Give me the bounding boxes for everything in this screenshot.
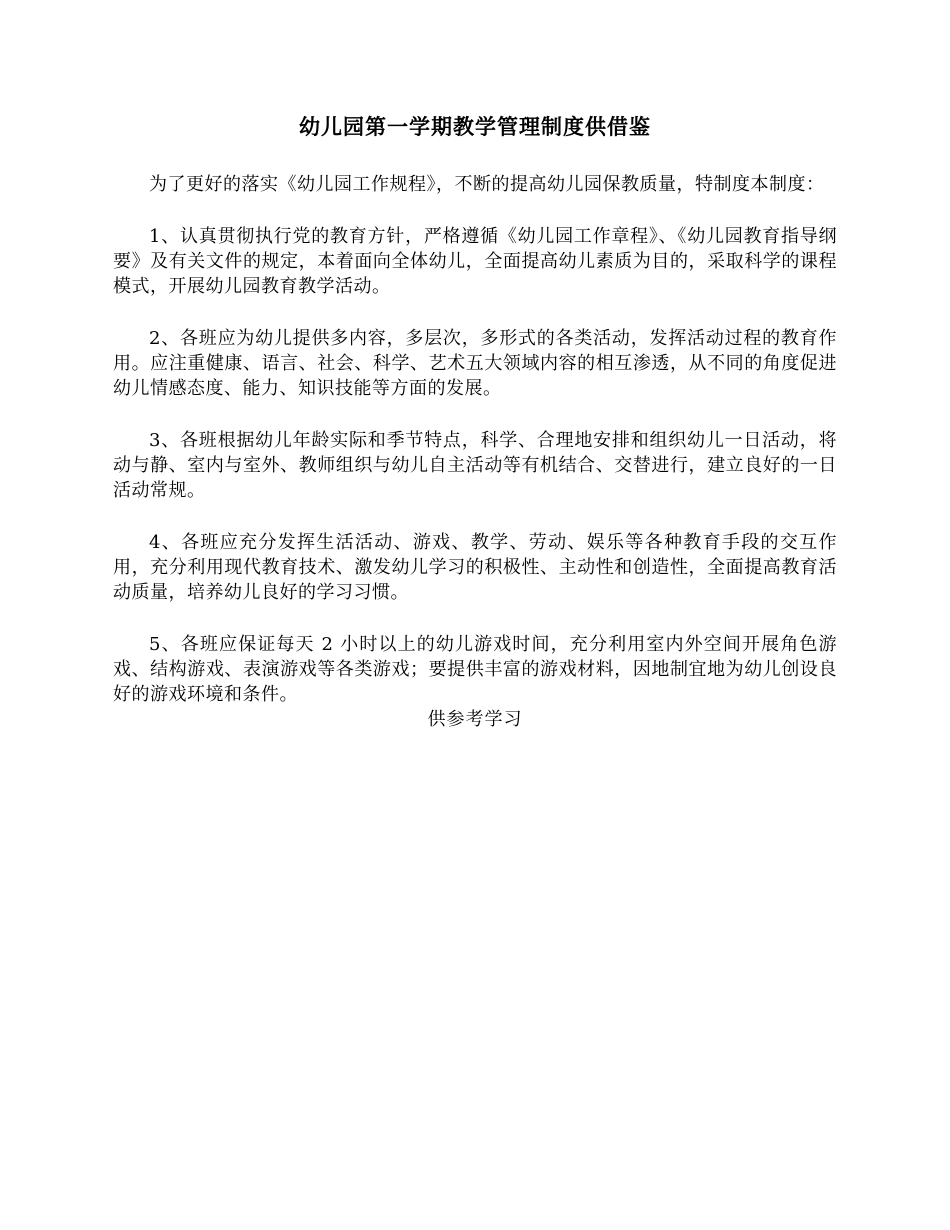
rule-paragraph-3: 3、各班根据幼儿年龄实际和季节特点，科学、合理地安排和组织幼儿一日活动，将动与静、室内与室外、教师组织与幼儿自主活动等有机结合、交替进行，建立良好的一日活动常规。: [113, 430, 837, 501]
intro-paragraph: 为了更好的落实《幼儿园工作规程》，不断的提高幼儿园保教质量，特制度本制度：: [149, 174, 825, 195]
rule-paragraph-2: 2、各班应为幼儿提供多内容，多层次，多形式的各类活动，发挥活动过程的教育作用。应注重健康、语言、社会、科学、艺术五大领域内容的相互渗透，从不同的角度促进幼儿情感态度、能力、知识技能等方面的发展。: [113, 328, 837, 399]
rule-paragraph-4: 4、各班应充分发挥生活活动、游戏、教学、劳动、娱乐等各种教育手段的交互作用，充分利用现代教育技术、激发幼儿学习的积极性、主动性和创造性，全面提高教育活动质量，培养幼儿良好的学习习惯。: [113, 532, 837, 603]
rule-paragraph-1: 1、认真贯彻执行党的教育方针，严格遵循《幼儿园工作章程》、《幼儿园教育指导纲要》及有关文件的规定，本着面向全体幼儿，全面提高幼儿素质为目的，采取科学的课程模式，开展幼儿园教育教学活动。: [113, 226, 837, 297]
footer-note: 供参考学习: [427, 709, 523, 730]
rule-paragraph-5: 5、各班应保证每天 2 小时以上的幼儿游戏时间，充分利用室内外空间开展角色游戏、结构游戏、表演游戏等各类游戏；要提供丰富的游戏材料，因地制宜地为幼儿创设良好的游戏环境和条件。: [113, 634, 837, 705]
document-page: [113, 110, 837, 732]
document-title: 幼儿园第一学期教学管理制度供借鉴: [299, 114, 651, 139]
